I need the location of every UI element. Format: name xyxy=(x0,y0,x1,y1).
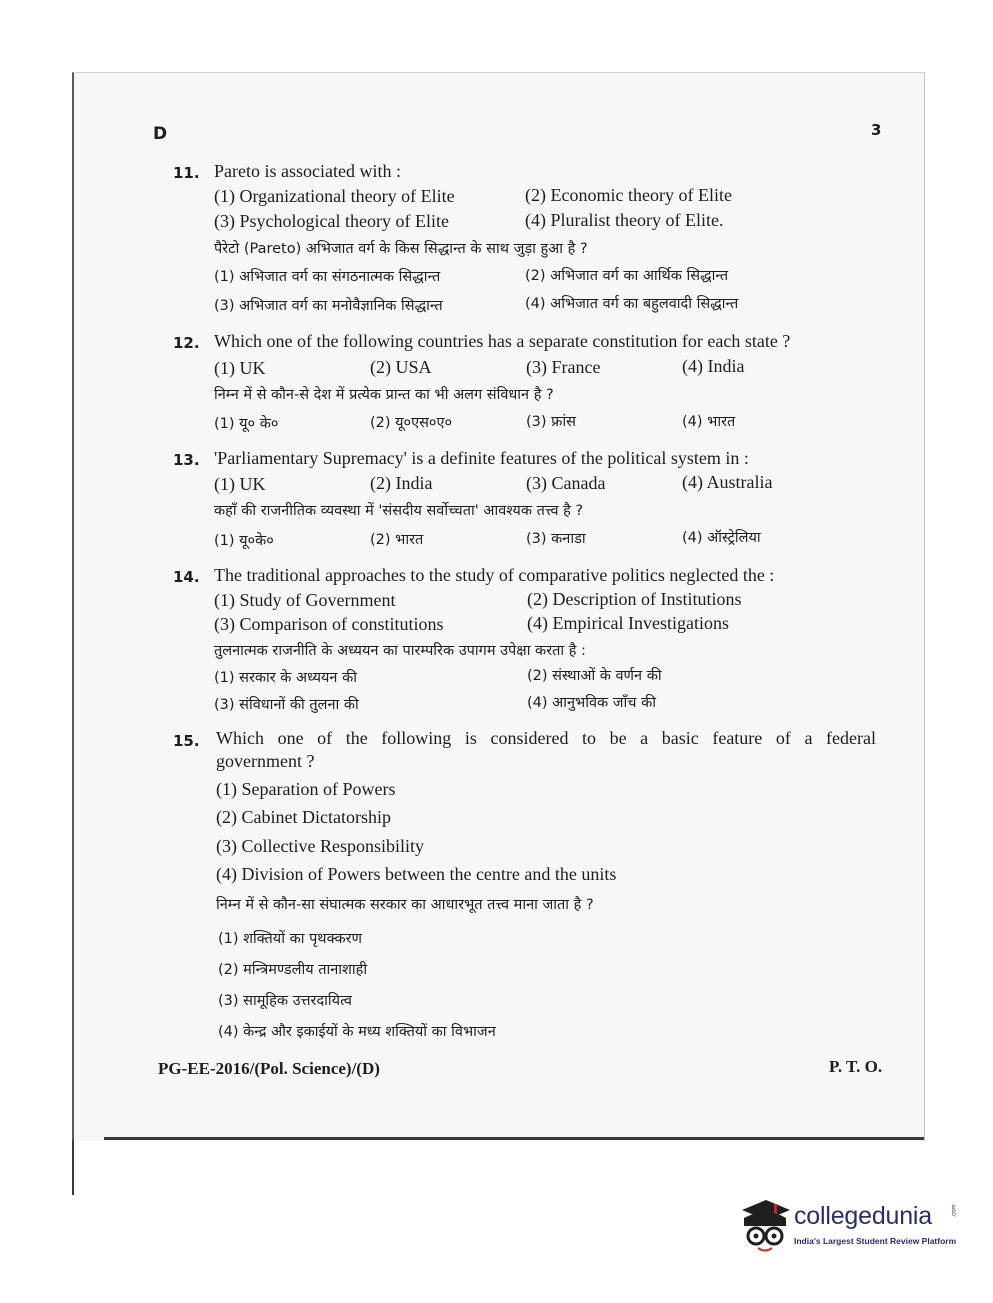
question-text-continued: government ? xyxy=(216,751,315,771)
question-number: 12. xyxy=(173,334,200,352)
paper-code: PG-EE-2016/(Pol. Science)/(D) xyxy=(158,1059,380,1078)
logo-suffix: .com xyxy=(951,1204,958,1218)
question-text: Pareto is associated with : xyxy=(214,161,401,181)
option: (1) UK xyxy=(214,358,266,378)
option: (3) Canada xyxy=(526,473,606,493)
option-hindi: (1) यू० के० xyxy=(214,416,279,432)
option-hindi: (1) सरकार के अध्ययन की xyxy=(214,670,357,686)
question-number: 14. xyxy=(173,568,200,586)
option: (2) India xyxy=(370,473,433,493)
question-text: 'Parliamentary Supremacy' is a definite features of the political system in : xyxy=(214,448,749,468)
option: (3) Comparison of constitutions xyxy=(214,614,444,634)
option: (2) Economic theory of Elite xyxy=(525,185,732,205)
page-number: 3 xyxy=(871,121,882,139)
collegedunia-logo[interactable] xyxy=(736,1196,958,1256)
option: (2) Description of Institutions xyxy=(527,589,742,609)
question-number: 13. xyxy=(173,451,200,469)
option-hindi: (2) मन्त्रिमण्डलीय तानाशाही xyxy=(218,962,368,978)
option: (3) Collective Responsibility xyxy=(216,836,424,856)
pto-label: P. T. O. xyxy=(829,1057,883,1076)
question-text: Which one of the following is considered to be a basic feature of a federal xyxy=(216,728,876,748)
scanned-page xyxy=(72,72,925,1141)
option-hindi: (4) भारत xyxy=(682,414,736,430)
option-hindi: (3) कनाडा xyxy=(526,531,586,547)
option-hindi: (2) भारत xyxy=(370,532,424,548)
logo-tagline: India's Largest Student Review Platform xyxy=(794,1236,957,1246)
option-hindi: (4) केन्द्र और इकाईयों के मध्य शक्तियों का विभाजन xyxy=(218,1024,496,1040)
option: (2) Cabinet Dictatorship xyxy=(216,807,391,827)
option-hindi: (3) संविधानों की तुलना की xyxy=(214,697,359,713)
option-hindi: (1) यू०के० xyxy=(214,533,274,549)
option: (4) Pluralist theory of Elite. xyxy=(525,210,724,230)
option-hindi: (4) आनुभविक जाँच की xyxy=(527,695,656,711)
option: (1) Organizational theory of Elite xyxy=(214,186,455,206)
question-text-hindi: पैरेटो (Pareto) अभिजात वर्ग के किस सिद्धान्त के साथ जुड़ा हुआ है ? xyxy=(214,241,588,257)
option: (1) Study of Government xyxy=(214,590,396,610)
question-number: 15. xyxy=(173,732,200,750)
question-text-hindi: निम्न में से कौन-सा संघात्मक सरकार का आधारभूत तत्त्व माना जाता है ? xyxy=(216,897,594,913)
logo-wordmark: collegedunia xyxy=(794,1202,932,1230)
option-hindi: (3) फ्रांस xyxy=(526,414,576,430)
option-hindi: (4) ऑस्ट्रेलिया xyxy=(682,530,761,546)
question-text-hindi: तुलनात्मक राजनीति के अध्ययन का पारम्परिक उपागम उपेक्षा करता है : xyxy=(214,643,586,659)
option-hindi: (1) अभिजात वर्ग का संगठनात्मक सिद्धान्त xyxy=(214,269,441,285)
option-hindi: (1) शक्तियों का पृथक्करण xyxy=(218,931,363,947)
question-text: Which one of the following countries has a separate constitution for each state ? xyxy=(214,331,791,351)
option-hindi: (3) अभिजात वर्ग का मनोवैज्ञानिक सिद्धान्त xyxy=(214,298,443,314)
option: (3) France xyxy=(526,357,601,377)
option: (4) Division of Powers between the centre and the units xyxy=(216,864,617,884)
option-hindi: (2) अभिजात वर्ग का आर्थिक सिद्धान्त xyxy=(525,268,729,284)
option: (2) USA xyxy=(370,357,432,377)
option: (4) Empirical Investigations xyxy=(527,613,729,633)
option-hindi: (2) संस्थाओं के वर्णन की xyxy=(527,668,662,684)
question-text: The traditional approaches to the study of comparative politics neglected the : xyxy=(214,565,775,585)
mascot-icon xyxy=(736,1196,792,1256)
option: (4) India xyxy=(682,356,745,376)
option: (3) Psychological theory of Elite xyxy=(214,211,449,231)
option-hindi: (4) अभिजात वर्ग का बहुलवादी सिद्धान्त xyxy=(525,296,739,312)
option-hindi: (2) यू०एस०ए० xyxy=(370,415,453,431)
option: (4) Australia xyxy=(682,472,773,492)
set-label: D xyxy=(153,124,168,144)
question-text-hindi: कहाँ की राजनीतिक व्यवस्था में 'संसदीय सर्वोच्चता' आवश्यक तत्त्व है ? xyxy=(214,503,584,519)
page-edge-line xyxy=(72,1140,74,1195)
question-text-hindi: निम्न में से कौन-से देश में प्रत्येक प्रान्त का भी अलग संविधान है ? xyxy=(214,387,554,403)
question-number: 11. xyxy=(173,164,200,182)
option: (1) UK xyxy=(214,474,266,494)
option: (1) Separation of Powers xyxy=(216,779,396,799)
option-hindi: (3) सामूहिक उत्तरदायित्व xyxy=(218,993,352,1009)
